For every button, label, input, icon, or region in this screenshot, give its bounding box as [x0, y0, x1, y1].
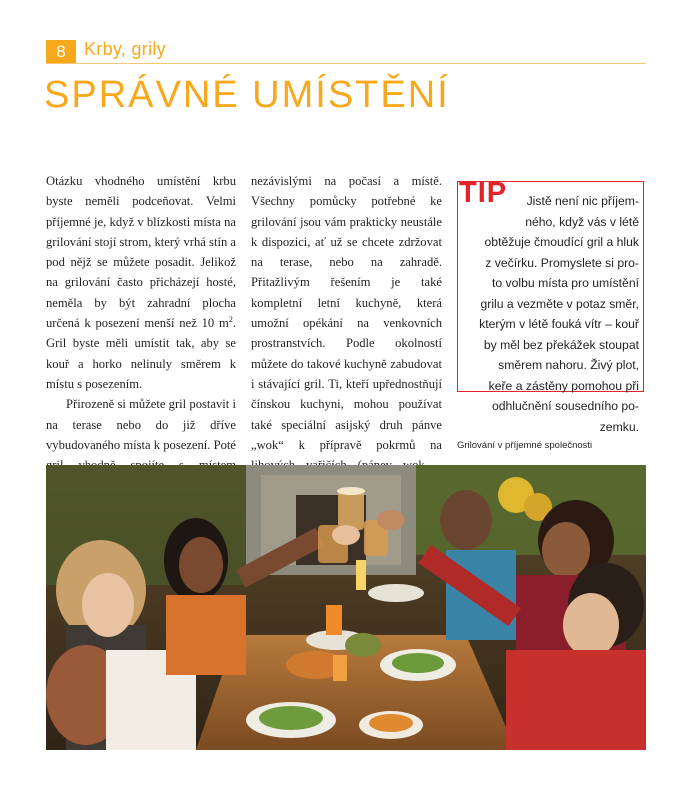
party-photo — [46, 465, 646, 750]
paragraph-1: Otázku vhodného umístění krbu byste neměli podceňovat. Velmi příjemné je, když v blízkosti místa na grilování stojí strom, který vrhá stín a pod nějž se můžete posadit. Jelikož na grilování často přicházejí hosté, neměla by být zahradní plocha určená k posezení menší než 10 $m^2$. Gril byste měli umístit tak, aby se kouř a horko nelinuly směrem k místu s posezením. — [46, 174, 236, 391]
paragraph-4: nezávislými na počasí a místě. Všechny pomůcky potřebné ke grilování jsou vám prakticky neustále k dispozici, ať už se chcete zdržovat na terase, nebo na zahradě. Přitažlivým řešením je také kompletní letní kuchyně, která umožní opékání na venkovních prostranstvích. Podle okolností můžete do takové kuchyně zabudovat i stávající gril. Ti, kteří upřednostňují čínskou kuchyni, mohou používat také speciální asijský druh pánve „wok“ k přípravě pokrmů na — [251, 174, 442, 452]
page-title: SPRÁVNÉ UMÍSTĚNÍ — [44, 74, 450, 116]
photo-caption: Grilování v příjemné společnosti — [457, 440, 593, 451]
section-title: Krby, grily — [84, 39, 166, 59]
paragraph-2: Přirozeně si můžete gril postavit i na terase nebo do již dříve vybudovaného místa k posezení. Poté — [46, 397, 236, 452]
tip-label: TIP — [459, 177, 508, 209]
header-rule — [46, 63, 646, 64]
tip-text: Jistě není nic příjem- ného, když vás v létě obtěžuje čmoudící gril a hluk z večírku. Promyslete si pro- to volbu místa pro umístění grilu a vezměte v potaz směr, kterým v létě fouká vítr – kouř by měl bez překážek stoupat směrem nahoru. Živý plot, keře a zástěny pomohou při odhlučnění sousedního po- zemku. — [479, 194, 639, 434]
page-number: 8 — [46, 40, 76, 63]
